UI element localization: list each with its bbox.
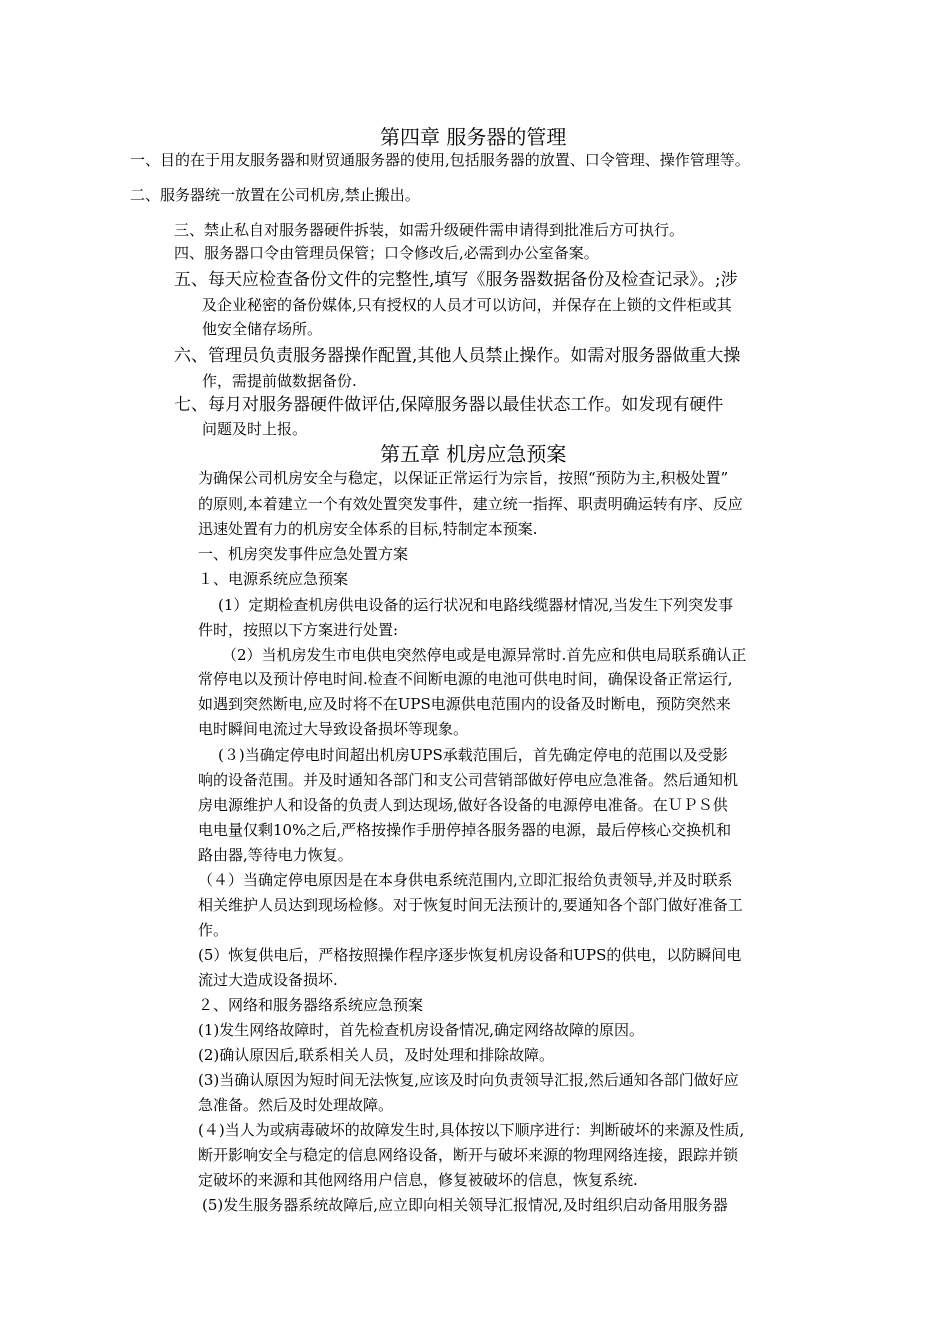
ch5-line-16: 路由器,等待电力恢复。 — [198, 846, 353, 864]
ch4-item-3-line-1: 三、禁止私自对服务器硬件拆装，如需升级硬件需申请得到批准后方可执行。 — [174, 221, 685, 239]
ch5-line-6: (1）定期检查机房供电设备的运行状况和电路线缆器材情况,当发生下列突发事 — [218, 596, 734, 614]
ch5-line-21: 流过大造成设备损坏. — [198, 971, 338, 989]
ch5-line-13: 响的设备范围。并及时通知各部门和支公司营销部做好停电应急准备。然后通知机 — [198, 771, 739, 789]
ch5-line-24: (2)确认原因后,联系相关人员，及时处理和排除故障。 — [198, 1046, 555, 1064]
ch5-line-8: （2）当机房发生市电供电突然停电或是电源异常时.首先应和供电局联系确认正 — [222, 646, 747, 664]
ch5-line-11: 电时瞬间电流过大导致设备损坏等现象。 — [198, 720, 469, 738]
ch4-item-5-line-2: 及企业秘密的备份媒体,只有授权的人员才可以访问，并保存在上锁的文件柜或其 — [202, 296, 732, 314]
ch5-line-26: 急准备。然后及时处理故障。 — [198, 1096, 394, 1114]
ch4-item-6-line-2: 作，需提前做数据备份. — [202, 372, 357, 390]
ch5-line-19: 作。 — [198, 921, 229, 939]
ch5-line-20: (5）恢复供电后，严格按照操作程序逐步恢复机房设备和UPS的供电，以防瞬间电 — [198, 946, 742, 964]
ch4-item-7-line-2: 问题及时上报。 — [202, 420, 308, 438]
ch4-item-5-line-3: 他安全储存场所。 — [202, 320, 323, 338]
ch5-line-10: 如遇到突然断电,应及时将不在UPS电源供电范围内的设备及时断电，预防突然来 — [198, 695, 731, 713]
ch4-item-2-line-1: 二、服务器统一放置在公司机房,禁止搬出。 — [130, 186, 420, 204]
ch5-line-23: (1)发生网络故障时，首先检查机房设备情况,确定网络故障的原因。 — [198, 1021, 645, 1039]
ch5-line-29: 定破坏的来源和其他网络用户信息，修复被破坏的信息，恢复系统. — [198, 1171, 638, 1189]
ch4-item-1-line-1: 一、目的在于用友服务器和财贸通服务器的使用,包括服务器的放置、口令管理、操作管理等。 — [130, 151, 750, 169]
ch5-line-12: (３)当确定停电时间超出机房UPS承载范围后，首先确定停电的范围以及受影 — [218, 746, 728, 764]
ch5-line-3: 迅速处置有力的机房安全体系的目标,特制定本预案. — [198, 520, 538, 538]
ch5-line-18: 相关维护人员达到现场检修。对于恢复时间无法预计的,要通知各个部门做好准备工 — [198, 896, 743, 914]
ch5-line-30: (5)发生服务器系统故障后,应立即向相关领导汇报情况,及时组织启动备用服务器 — [202, 1196, 728, 1214]
ch5-line-9: 常停电以及预计停电时间.检查不间断电源的电池可供电时间，确保设备正常运行, — [198, 670, 733, 688]
chapter-4-title: 第四章 服务器的管理 — [380, 125, 567, 149]
ch4-item-4-line-1: 四、服务器口令由管理员保管；口令修改后,必需到办公室备案。 — [174, 244, 599, 262]
ch5-line-5: １、电源系统应急预案 — [198, 570, 349, 588]
ch5-line-2: 的原则,本着建立一个有效处置突发事件，建立统一指挥、职责明确运转有序、反应 — [198, 495, 743, 513]
ch5-line-25: (3)当确认原因为短时间无法恢复,应该及时向负责领导汇报,然后通知各部门做好应 — [198, 1071, 739, 1089]
ch5-line-1: 为确保公司机房安全与稳定，以保证正常运行为宗旨，按照“预防为主,积极处置” — [198, 469, 729, 487]
ch4-item-7-line-1: 七、每月对服务器硬件做评估,保障服务器以最佳状态工作。如发现有硬件 — [174, 395, 724, 415]
ch5-line-4: 一、机房突发事件应急处置方案 — [198, 545, 409, 563]
ch5-line-27: (４)当人为或病毒破坏的故障发生时,具体按以下顺序进行：判断破坏的来源及性质, — [198, 1121, 745, 1139]
ch4-item-5-line-1: 五、每天应检查备份文件的完整性,填写《服务器数据备份及检查记录》。;涉 — [174, 270, 738, 290]
ch5-line-28: 断开影响安全与稳定的信息网络设备，断开与破坏来源的物理网络连接，跟踪并锁 — [198, 1146, 739, 1164]
ch4-item-6-line-1: 六、管理员负责服务器操作配置,其他人员禁止操作。如需对服务器做重大操 — [174, 346, 741, 366]
ch5-line-17: （４）当确定停电原因是在本身供电系统范围内,立即汇报给负责领导,并及时联系 — [198, 871, 733, 889]
ch5-line-14: 房电源维护人和设备的负责人到达现场,做好各设备的电源停电准备。在ＵＰＳ供 — [198, 796, 728, 814]
chapter-5-title: 第五章 机房应急预案 — [380, 442, 567, 466]
ch5-line-15: 电电量仅剩10%之后,严格按操作手册停掉各服务器的电源，最后停核心交换机和 — [198, 821, 732, 839]
ch5-line-7: 件时，按照以下方案进行处置: — [198, 621, 399, 639]
ch5-line-22: ２、网络和服务器络系统应急预案 — [198, 996, 424, 1014]
